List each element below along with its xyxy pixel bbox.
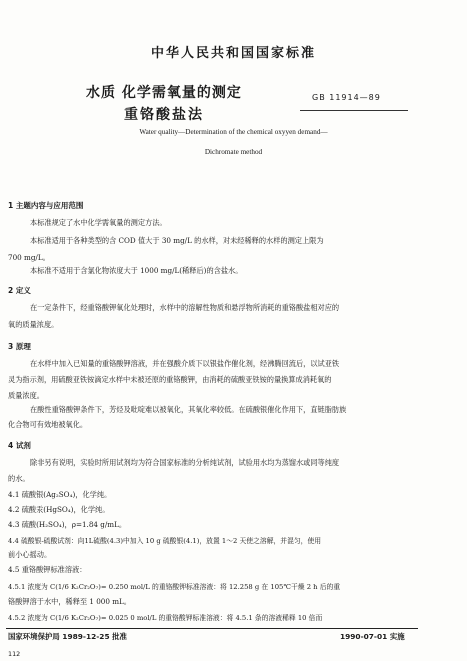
section-1-para-1: 本标准规定了水中化学需氧量的测定方法。 xyxy=(30,218,167,227)
standard-title: 中华人民共和国国家标准 xyxy=(150,46,316,61)
approval-line: 国家环境保护局 1989-12-25 批准 xyxy=(8,632,127,641)
standard-code: GB 11914—89 xyxy=(312,93,381,102)
section-3-para-1b: 灵为指示剂，用硫酸亚铁铵滴定水样中未被还原的重铬酸钾，由消耗的硫酸亚铁铵的量换算成消耗氧的 xyxy=(8,375,332,384)
clause-4-5-1b: 铬酸钾溶于水中，稀释至 1 000 mL。 xyxy=(8,597,131,606)
page-number: 112 xyxy=(8,650,21,658)
clause-4-5-2: 4.5.2 浓度为 C(1/6 K₂Cr₂O₇)= 0.025 0 mol/L 的重铬酸钾标准溶液：将 4.5.1 条的溶液稀释 10 倍而 xyxy=(8,614,323,622)
clause-4-3: 4.3 硫酸(H₂SO₄)，ρ=1.84 g/mL。 xyxy=(8,520,127,529)
clause-4-4a: 4.4 硫酸银-硫酸试剂：向1L硫酸(4.3)中加入 10 g 硫酸银(4.1)，放置 1～2 天使之溶解，并混匀，使用 xyxy=(8,537,322,545)
section-2-para-1b: 氧的质量浓度。 xyxy=(8,320,59,329)
section-3-heading: 3 原理 xyxy=(8,342,31,351)
section-4-para-1a: 除非另有说明，实验时所用试剂均为符合国家标准的分析纯试剂，试验用水均为蒸馏水或同等纯度 xyxy=(30,458,340,467)
clause-4-1: 4.1 硫酸银(Ag₂SO₄)，化学纯。 xyxy=(8,490,112,499)
section-1-heading: 1 主题内容与应用范围 xyxy=(8,201,84,210)
clause-4-5-1a: 4.5.1 浓度为 C(1/6 K₂Cr₂O₇)= 0.250 mol/L 的重铬酸钾标准溶液：将 12.258 g 在 105℃干燥 2 h 后的重 xyxy=(8,583,341,591)
section-3-para-2a: 在酸性重铬酸钾条件下，芳烃及吡啶难以被氧化，其氧化率较低。在硫酸银催化作用下，直链脂肪族 xyxy=(30,405,347,414)
english-title-line2: Dichromate method xyxy=(204,148,263,156)
section-2-para-1a: 在一定条件下，经重铬酸钾氧化处理时，水样中的溶解性物质和悬浮物所消耗的重铬酸盐相对应的 xyxy=(30,303,340,312)
section-3-para-2b: 化合物可有效地被氧化。 xyxy=(8,420,88,429)
document-title-line1: 水质 化学需氧量的测定 xyxy=(86,85,242,101)
section-1-para-2b: 700 mg/L。 xyxy=(8,253,50,262)
section-4-heading: 4 试剂 xyxy=(8,441,31,450)
english-title-line1: Water quality—Determination of the chemical oxyyen demand— xyxy=(139,128,328,136)
implementation-date: 1990-07-01 实施 xyxy=(340,632,405,641)
section-1-para-2a: 本标准适用于各种类型的含 COD 值大于 30 mg/L 的水样，对未经稀释的水样的测定上限为 xyxy=(30,236,324,245)
clause-4-4b: 前小心摇动。 xyxy=(8,550,52,559)
clause-4-5: 4.5 重铬酸钾标准溶液： xyxy=(8,565,87,574)
footer-rule xyxy=(6,628,418,629)
section-2-heading: 2 定义 xyxy=(8,286,31,295)
document-title-line2: 重铬酸盐法 xyxy=(124,107,204,123)
section-3-para-1a: 在水样中加入已知量的重铬酸钾溶液，并在强酸介质下以银盐作催化剂，经沸腾回流后，以试亚铁 xyxy=(30,359,340,368)
clause-4-2: 4.2 硫酸汞(HgSO₄)，化学纯。 xyxy=(8,505,110,514)
code-rule xyxy=(300,110,408,111)
section-4-para-1b: 的水。 xyxy=(8,474,30,483)
section-3-para-1c: 质量浓度。 xyxy=(8,391,44,400)
section-1-para-3: 本标准不适用于含氯化物浓度大于 1000 mg/L(稀释后)的含盐水。 xyxy=(30,266,243,275)
